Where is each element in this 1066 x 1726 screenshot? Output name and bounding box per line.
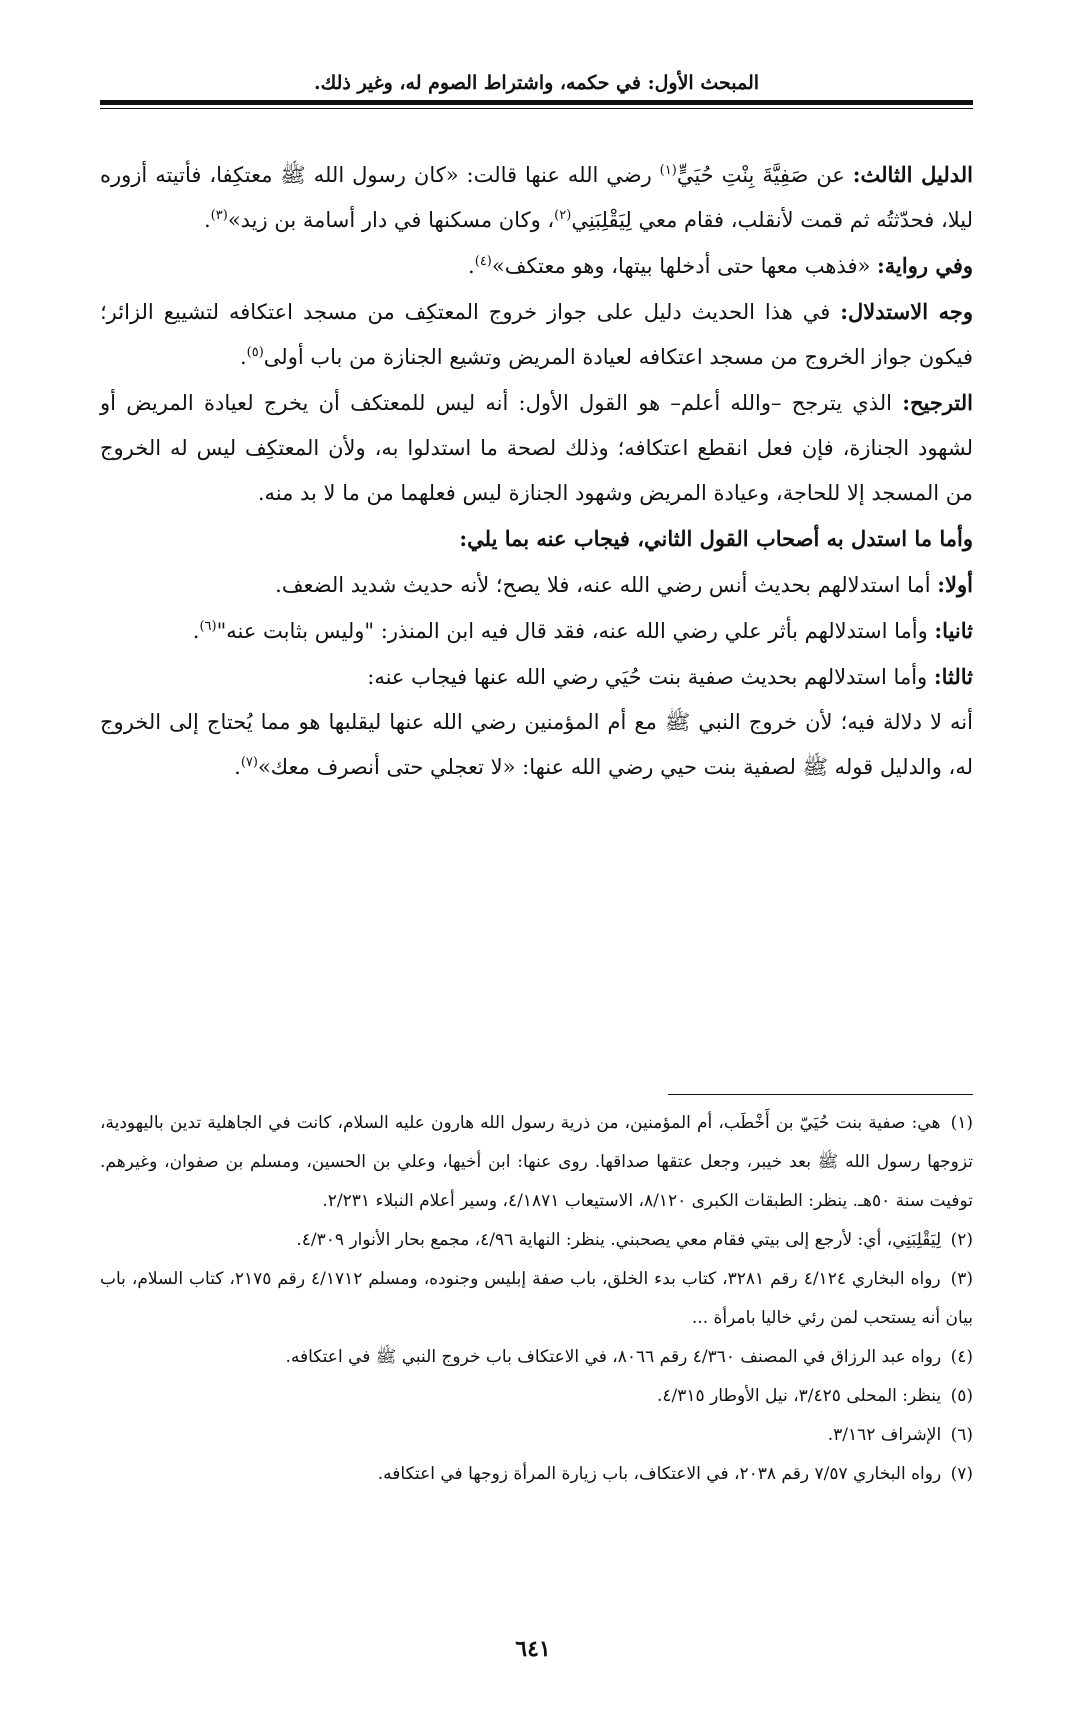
paragraph-text: ، وكان مسكنها في دار أسامة بن زيد»	[227, 208, 555, 232]
main-text	[100, 152, 973, 790]
paragraph-lead: الدليل الثالث:	[852, 162, 973, 187]
footnote-ref: (٧)	[240, 755, 258, 770]
footnote-number: (٣)	[950, 1269, 973, 1289]
paragraph-text: وأما استدلالهم بأثر علي رضي الله عنه، فقد قال فيه ابن المنذر: "وليس بثابت عنه"	[216, 619, 935, 643]
footnote-number: (٥)	[950, 1386, 973, 1406]
paragraph-lead: ثانيا:	[934, 618, 973, 643]
paragraph-lead: وفي رواية:	[877, 253, 973, 278]
paragraph-text: «فذهب معها حتى أدخلها بيتها، وهو معتكف»	[491, 254, 878, 278]
footnote-text: لِيَقْلِبَنِي، أي: لأرجع إلى بيتي فقام معي يصحبني. ينظر: النهاية ٤/٩٦، مجمع بحار الأنوار ٤/٣٠٩.	[296, 1230, 942, 1250]
paragraph-response-heading	[100, 516, 973, 562]
paragraph-second	[100, 608, 973, 654]
footnote-text: رواه عبد الرزاق في المصنف ٤/٣٦٠ رقم ٨٠٦٦، في الاعتكاف باب خروج النبي ﷺ في اعتكافه.	[285, 1347, 942, 1367]
footnote-ref: (١)	[659, 163, 677, 178]
paragraph-text: .	[234, 755, 241, 779]
paragraph-lead: أولا:	[937, 572, 973, 597]
footnote-number: (١)	[950, 1113, 973, 1133]
paragraph-text: وأما استدلالهم بحديث صفية بنت حُيَي رضي الله عنها فيجاب عنه:	[367, 665, 934, 689]
footnote-text: رواه البخاري ٤/١٢٤ رقم ٣٢٨١، كتاب بدء الخلق، باب صفة إبليس وجنوده، ومسلم ٤/١٧١٢ رقم ٢١٧٥، كتاب السلام، باب بيان أنه يستحب لمن رئي خاليا بامرأة ...	[100, 1269, 973, 1328]
footnote-ref: (٤)	[474, 254, 492, 269]
footnote-ref: (٣)	[210, 208, 228, 223]
footnote-text: رواه البخاري ٧/٥٧ رقم ٢٠٣٨، في الاعتكاف، باب زيارة المرأة زوجها في اعتكافه.	[377, 1464, 942, 1484]
paragraph-lead: الترجيح:	[902, 390, 973, 415]
paragraph-lead: وأما ما استدل به أصحاب القول الثاني، فيجاب عنه بما يلي:	[459, 526, 973, 551]
paragraph-text: أنه لا دلالة فيه؛ لأن خروج النبي ﷺ مع أم المؤمنين رضي الله عنها ليقلبها هو مما يُحتاج إلى الخروج له، والدليل قوله ﷺ لصفية بنت حيي رضي الله عنها: «لا تعجلي حتى أنصرف معك»	[100, 710, 973, 779]
footnote	[100, 1104, 973, 1221]
paragraph-first	[100, 562, 973, 608]
paragraph-text: .	[239, 345, 247, 369]
paragraph-no-evidence	[100, 700, 973, 790]
footnote-number: (٤)	[950, 1347, 973, 1367]
paragraph-text: الذي يترجح –والله أعلم– هو القول الأول: أنه ليس للمعتكف أن يخرج لعيادة المريض أو لشهود الجنازة، فإن فعل انقطع اعتكافه؛ وذلك لصحة ما استدلوا به، ولأن المعتكِف ليس له الخروج من المسجد إلا للحاجة، وعيادة المريض وشهود الجنازة ليس فعلهما من ما لا بد منه.	[100, 391, 973, 505]
footnote-ref: (٦)	[199, 619, 217, 634]
footnote	[100, 1338, 973, 1377]
header-rule-thin	[100, 108, 973, 109]
paragraph-third-evidence	[100, 152, 973, 243]
footnote-number: (٦)	[950, 1425, 973, 1445]
paragraph-preference	[100, 380, 973, 516]
footnote-text: هي: صفية بنت حُيَيّ بن أَخْطَب، أم المؤمنين، من ذرية رسول الله هارون عليه السلام، كانت في الجاهلية تدين باليهودية، تزوجها رسول الله ﷺ بعد خيبر، وجعل عتقها صداقها. روى عنها: ابن أخيها، وعلي بن الحسين، ومسلم بن صفوان، وغيرهم. توفيت سنة ٥٠هـ. ينظر: الطبقات الكبرى ٨/١٢٠، الاستيعاب ٤/١٨٧١، وسير أعلام النبلاء ٢/٢٣١.	[100, 1113, 973, 1211]
paragraph-lead: وجه الاستدلال:	[840, 299, 974, 324]
paragraph-inference	[100, 289, 973, 380]
paragraph-text: عن صَفِيَّةَ بِنْتِ حُيَيٍّ	[676, 163, 853, 187]
paragraph-lead: ثالثا:	[933, 664, 973, 689]
header-rule-thick	[100, 100, 973, 105]
paragraph-text: رضي الله عنها قالت: «كان رسول الله ﷺ معتكِفا، فأتيته أزوره ليلا، فحدّثتُه ثم قمت لأنقلب، فقام معي لِيَقْلِبَنِي	[100, 163, 973, 232]
footnote-text: الإشراف ٣/١٦٢.	[827, 1425, 942, 1445]
footnote	[100, 1260, 973, 1338]
page-number: ٦٤١	[515, 1636, 551, 1662]
footnote-ref: (٢)	[554, 208, 572, 223]
footnote-separator	[668, 1094, 973, 1095]
footnote	[100, 1377, 973, 1416]
running-header: المبحث الأول: في حكمه، واشتراط الصوم له، وغير ذلك.	[313, 72, 760, 94]
footnote	[100, 1416, 973, 1455]
footnote	[100, 1455, 973, 1494]
paragraph-text: في هذا الحديث دليل على جواز خروج المعتكِف من مسجد اعتكافه لتشييع الزائر؛ فيكون جواز الخروج من مسجد اعتكافه لعيادة المريض وتشيع الجنازة من باب أولى	[100, 300, 973, 369]
paragraph-text: .	[468, 254, 475, 278]
paragraph-third	[100, 654, 973, 700]
paragraph-text: .	[203, 208, 211, 232]
footnote-ref: (٥)	[246, 345, 264, 360]
footnote-number: (٧)	[950, 1464, 973, 1484]
footnote	[100, 1221, 973, 1260]
paragraph-text: .	[192, 619, 200, 643]
footnote-text: ينظر: المحلى ٣/٤٢٥، نيل الأوطار ٤/٣١٥.	[657, 1386, 942, 1406]
footnote-number: (٢)	[950, 1230, 973, 1250]
footnotes	[100, 1104, 973, 1494]
paragraph-narration	[100, 243, 973, 289]
paragraph-text: أما استدلالهم بحديث أنس رضي الله عنه، فلا يصح؛ لأنه حديث شديد الضعف.	[275, 573, 938, 597]
